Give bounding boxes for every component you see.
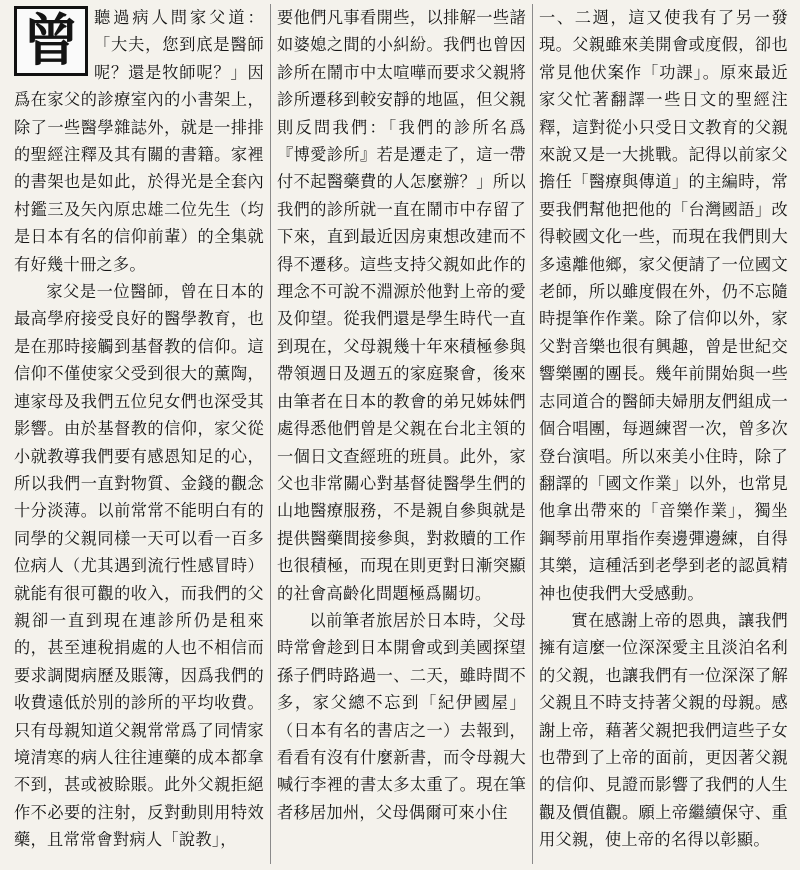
column-1	[8, 4, 270, 864]
paragraph: 實在感謝上帝的恩典，讓我們擁有這麼一位深深愛主且淡泊名利的父親，也讓我們有一位深深了解父親且不時支持著父親的母親。感謝上帝，藉著父親把我們這些子女也帶到了上帝的面前，更因著父親的信仰、見證而影響了我們的人生觀及價值觀。願上帝繼續保守、重用父親，使上帝的名得以彰顯。	[539, 610, 788, 850]
paragraph: 聽過病人問家父道：「大夫，您到底是醫師呢？還是牧師呢？」因爲在家父的診療室內的小書架上，除了一些醫學雜誌外，就是一排排的聖經注釋及其有關的書籍。家裡的書架也是如此，於得光是全套內村鑑三及矢內原忠雄二位先生（均是日本有名的信仰前輩）的全集就有好幾十冊之多。	[14, 8, 264, 274]
column-2	[270, 4, 532, 864]
dropcap: 曾	[14, 6, 88, 76]
paragraph: 家父是一位醫師，曾在日本的最高學府接受良好的醫學教育，也是在那時接觸到基督教的信仰。這信仰不僅使家父受到很大的薰陶，連家母及我們五位兒女們也深受其影響。由於基督教的信仰，家父從小就教導我們要有感恩知足的心，所以我們一直對物質、金錢的觀念十分淡薄。以前常常不能明白有的同學的父親同樣一天可以看一百多位病人（尤其遇到流行性感冒時）就能有很可觀的收入，而我們的父親卻一直到現在連診所仍是租來的，甚至連稅捐處的人也不相信而要求調閱病歷及賬簿，因爲我們的收費遠低於別的診所的平均收費。只有母親知道父親常常爲了同情家境清寒的病人往往連藥的成本都拿不到，甚或被賒賬。此外父親拒絕作不必要的注射，反對動則用特效藥，且常常會對病人「說教」，	[14, 282, 264, 850]
column-3	[532, 4, 794, 864]
paragraph: 要他們凡事看開些，以排解一些諸如婆媳之間的小糾紛。我們也曾因診所在鬧市中太喧嘩而要求父親將診所遷移到較安靜的地區，但父親則反問我們：「我們的診所名爲『博愛診所』若是遷走了，這一帶付不起醫藥費的人怎麼辦？」所以我們的診所就一直在鬧市中存留了下來，直到最近因房東想改建而不得不遷移。這些支持父親如此作的理念不可說不淵源於他對上帝的愛及仰望。從我們還是學生時代一直到現在，父母親幾十年來積極參與帶領週日及週五的家庭聚會，後來由筆者在日本的教會的弟兄姊妹們處得悉他們曾是父親在台北主領的一個日文查經班的班員。此外，家父也非常關心對基督徒醫學生們的山地醫療服務，不是親自參與就是提供醫藥間接參與，對救贖的工作也很積極，而現在則更對日漸突顯的社會高齡化問題極爲關切。	[277, 8, 526, 603]
paragraph: 以前筆者旅居於日本時，父母時常會趁到日本開會或到美國探望孫子們時路過一、二天，雖時間不多，家父總不忘到「紀伊國屋」（日本有名的書店之一）去報到，看看有沒有什麼新書，而令母親大喊行李裡的書太多太重了。現在筆者移居加州，父母偶爾可來小住	[277, 610, 526, 822]
paragraph: 一、二週，這又使我有了另一發現。父親雖來美開會或度假，卻也常見他伏案作「功課」。原來最近家父忙著翻譯一些日文的聖經注釋，這對從小只受日文教育的父親來說又是一大挑戰。記得以前家父擔任「醫療與傳道」的主編時，常要我們幫他把他的「台灣國語」改得較國文化一些，而現在我們則大多遠離他鄉，家父便請了一位國文老師，所以雖度假在外，仍不忘隨時提筆作作業。除了信仰以外，家父對音樂也很有興趣，曾是世紀交響樂團的團長。幾年前開始與一些志同道合的醫師夫婦朋友們組成一個合唱團，每週練習一次，曾多次登台演唱。所以來美小住時，除了翻譯的「國文作業」以外，也常見他拿出帶來的「音樂作業」，獨坐鋼琴前用單指作奏邊彈邊練，自得其樂，這種活到老學到老的認眞精神也使我們大受感動。	[539, 8, 788, 603]
